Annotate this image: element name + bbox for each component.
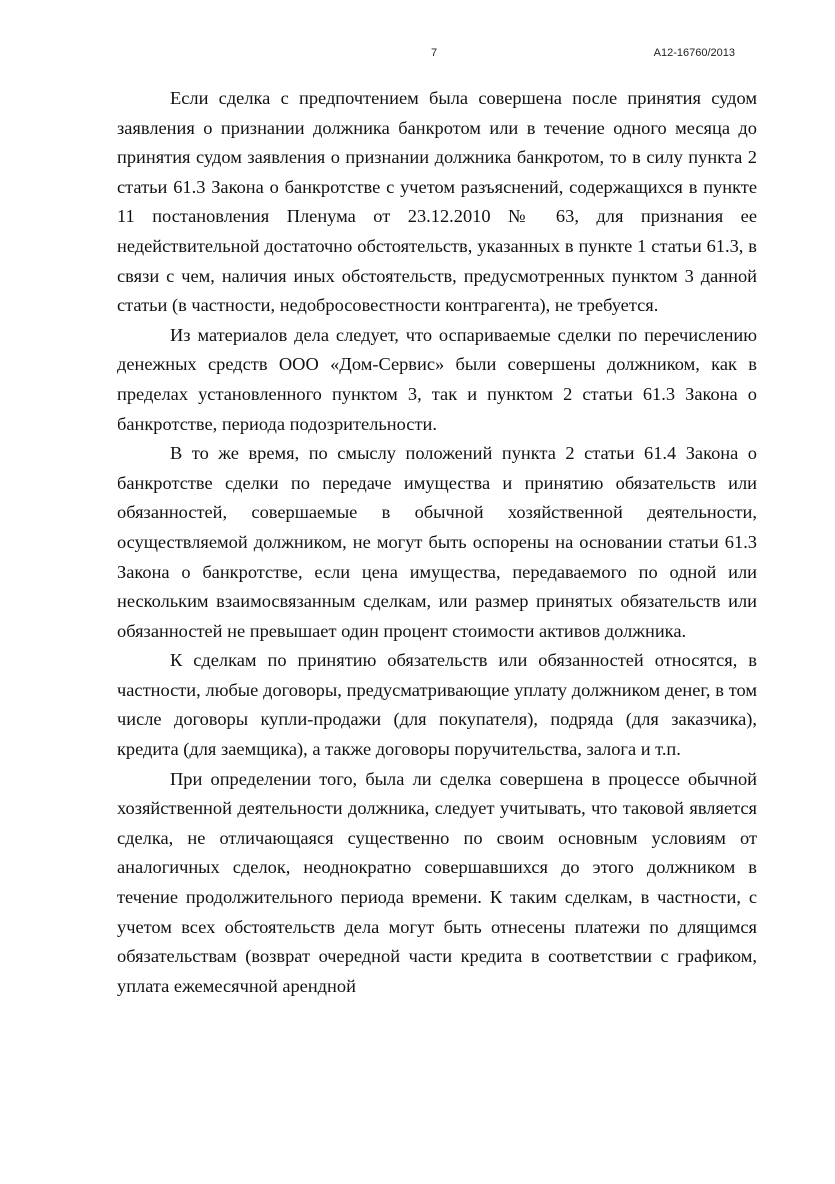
paragraph: К сделкам по принятию обязательств или обязанностей относятся, в частности, любые договоры, предусматривающие уплату должником денег, в том числе договоры купли-продажи (для покупателя), подряда (для заказчика), кредита (для заемщика), а также договоры поручительства, залога и т.п. xyxy=(117,650,757,760)
paragraph: При определении того, была ли сделка совершена в процессе обычной хозяйственной деятельности должника, следует учитывать, что таковой является сделка, не отличающаяся существенно по своим основным условиям от аналогичных сделок, неоднократно совершавшихся до этого должником в течение продолжительного периода времени. К таким сделкам, в частности, с учетом всех обстоятельств дела могут быть отнесены платежи по длящимся обязательствам (возврат очередной части кредита в соответствии с графиком, уплата ежемесячной арендной xyxy=(117,768,757,996)
page-number: 7 xyxy=(431,47,438,59)
paragraph: Если сделка с предпочтением была совершена после принятия судом заявления о признании должника банкротом или в течение одного месяца до принятия судом заявления о признании должника банкротом, то в силу пункта 2 статьи 61.3 Закона о банкротстве с учетом разъяснений, содержащихся в пункте 11 постановления Пленума от 23.12.2010 № 63, для признания ее недействительной достаточно обстоятельств, указанных в пункте 1 статьи 61.3, в связи с чем, наличия иных обстоятельств, предусмотренных пунктом 3 данной статьи (в частности, недобросовестности контрагента), не требуется. xyxy=(117,88,757,316)
case-number: А12-16760/2013 xyxy=(653,47,735,59)
paragraph: В то же время, по смыслу положений пункта 2 статьи 61.4 Закона о банкротстве сделки по передаче имущества и принятию обязательств или обязанностей, совершаемые в обычной хозяйственной деятельности, осуществляемой должником, не могут быть оспорены на основании статьи 61.3 Закона о банкротстве, если цена имущества, передаваемого по одной или нескольким взаимосвязанным сделкам, или размер принятых обязательств или обязанностей не превышает один процент стоимости активов должника. xyxy=(117,443,757,641)
document-body xyxy=(117,84,757,1001)
paragraph: Из материалов дела следует, что оспариваемые сделки по перечислению денежных средств ООО «Дом-Сервис» были совершены должником, как в пределах установленного пунктом 3, так и пунктом 2 статьи 61.3 Закона о банкротстве, периода подозрительности. xyxy=(117,324,757,434)
